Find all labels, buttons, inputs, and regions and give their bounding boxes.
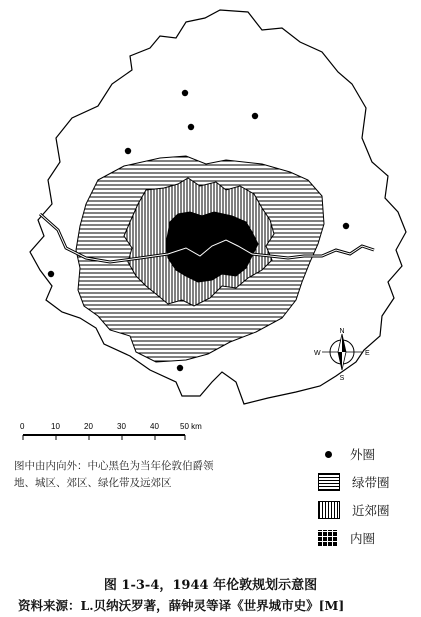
solid-fill-icon [318,530,338,546]
map-note [14,458,314,492]
outer-town-marker [125,148,131,154]
scale-tick-label: 10 [51,422,60,431]
compass-e: E [365,350,370,357]
figure-source: 资料来源：L.贝纳沃罗著，薛钟灵等译《世界城市史》[M] [18,598,345,613]
outer-town-marker [48,271,54,277]
legend-label: 外圈 [350,447,376,462]
legend-item-inner-ring [318,524,418,552]
legend-item-green-belt [318,468,418,496]
vertical-hatch-icon [318,501,340,519]
map-note-line: 地、城区、郊区、绿化带及远郊区 [14,477,172,489]
legend-label: 内圈 [350,531,376,546]
legend-item-suburban-ring [318,496,418,524]
map-legend [318,440,418,552]
scale-tick-label: 0 [20,422,25,431]
map-note-line: 图中由内向外：中心黑色为当年伦敦伯爵领 [14,460,214,472]
legend-item-outer-ring [318,440,418,468]
outer-town-marker [188,124,194,130]
scale-tick-label: 50 km [180,422,202,431]
scale-tick-label: 40 [150,422,159,431]
compass-s: S [339,375,345,382]
compass-n: N [339,328,345,335]
compass-rose [314,328,370,382]
outer-town-marker [182,90,188,96]
scale-tick-label: 20 [84,422,93,431]
outer-town-marker [252,113,258,119]
compass-w: W [314,350,321,357]
horizontal-hatch-icon [318,473,340,491]
scale-bar [20,422,202,440]
legend-label: 近郊圈 [352,503,390,518]
dot-pattern-icon [318,446,338,462]
outer-town-marker [177,365,183,371]
legend-label: 绿带圈 [352,475,390,490]
scale-tick-label: 30 [117,422,126,431]
figure-title: 图 1-3-4，1944 年伦敦规划示意图 [103,578,318,593]
outer-town-marker [343,223,349,229]
